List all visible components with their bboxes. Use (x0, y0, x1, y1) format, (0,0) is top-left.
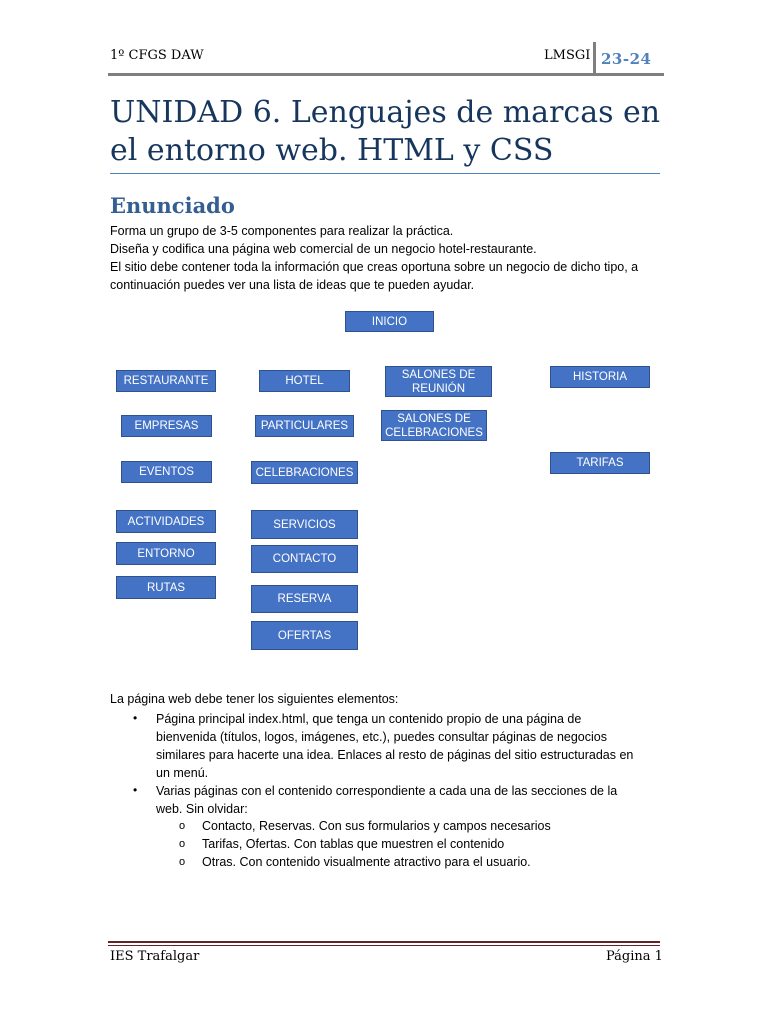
circle-bullet-icon: o (179, 856, 186, 868)
box-reserva: RESERVA (251, 585, 358, 613)
box-celebraciones: CELEBRACIONES (251, 461, 358, 484)
intro-line: El sitio debe contener toda la información que creas oportuna sobre un negocio de dicho tipo, a continuación puedes ver una lista de ideas que te pueden ayudar. (110, 260, 639, 292)
box-historia: HISTORIA (550, 366, 650, 388)
footer-rule-thin (108, 945, 660, 946)
header-divider (593, 42, 596, 74)
box-empresas: EMPRESAS (121, 415, 212, 437)
header-year: 23-24 (601, 50, 652, 68)
box-salones-reunion: SALONES DE REUNIÓN (385, 366, 492, 397)
header-course: 1º CFGS DAW (110, 48, 204, 63)
box-rutas: RUTAS (116, 576, 216, 599)
header-subject: LMSGI (544, 48, 591, 63)
circle-bullet-icon: o (179, 820, 186, 832)
requirement-subitem: Otras. Con contenido visualmente atractivo para el usuario. (202, 855, 531, 869)
bullet-icon: • (133, 783, 138, 797)
intro-line: Forma un grupo de 3-5 componentes para realizar la práctica. (110, 224, 454, 238)
box-restaurante: RESTAURANTE (116, 370, 216, 392)
requirement-item: Página principal index.html, que tenga un contenido propio de una página de bienvenida (títulos, logos, imágenes, etc.), puedes consultar páginas de negocios similares para hacerte una idea. Enlaces al resto de páginas del sitio estructuradas en un menú. (156, 712, 634, 780)
circle-bullet-icon: o (179, 838, 186, 850)
box-entorno: ENTORNO (116, 542, 216, 565)
box-actividades: ACTIVIDADES (116, 510, 216, 533)
intro-line: Diseña y codifica una página web comercial de un negocio hotel-restaurante. (110, 242, 537, 256)
box-eventos: EVENTOS (121, 461, 212, 483)
header-rule (108, 73, 664, 76)
requirement-subitem: Tarifas, Ofertas. Con tablas que muestren el contenido (202, 837, 505, 851)
box-servicios: SERVICIOS (251, 510, 358, 539)
box-particulares: PARTICULARES (255, 415, 354, 437)
box-tarifas: TARIFAS (550, 452, 650, 474)
box-contacto: CONTACTO (251, 545, 358, 573)
bullet-icon: • (133, 711, 138, 725)
footer-school: IES Trafalgar (110, 949, 200, 964)
title-rule (110, 173, 660, 174)
section-heading: Enunciado (110, 193, 235, 218)
requirement-subitem: Contacto, Reservas. Con sus formularios y campos necesarios (202, 819, 551, 833)
box-hotel: HOTEL (259, 370, 350, 392)
box-ofertas: OFERTAS (251, 621, 358, 650)
page-title: UNIDAD 6. Lenguajes de marcas en el entorno web. HTML y CSS (110, 95, 661, 168)
requirement-item: Varias páginas con el contenido correspondiente a cada una de las secciones de la web. Sin olvidar: (156, 784, 618, 816)
intro-text (110, 222, 670, 294)
box-salones-celebraciones: SALONES DE CELEBRACIONES (381, 410, 487, 441)
footer-page-number: Página 1 (606, 949, 663, 964)
box-inicio: INICIO (345, 311, 434, 332)
requirements-intro: La página web debe tener los siguientes elementos: (110, 692, 399, 706)
footer-rule (108, 941, 660, 943)
